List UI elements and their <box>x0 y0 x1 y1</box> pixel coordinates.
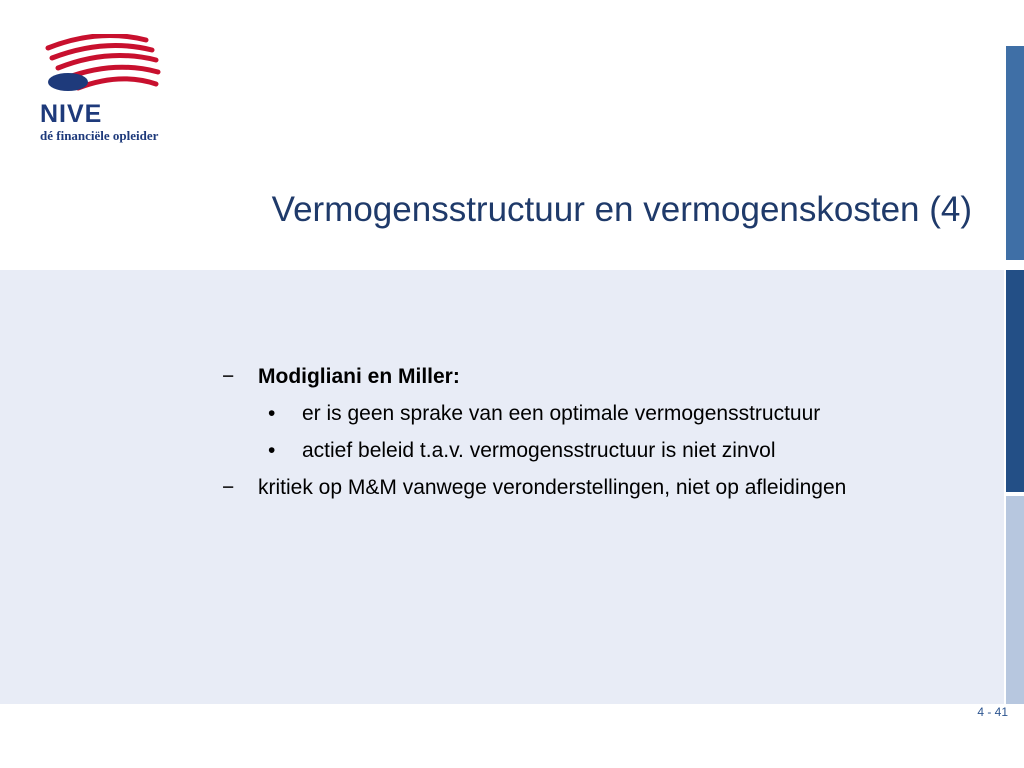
sub-bullet-text: actief beleid t.a.v. vermogensstructuur is niet zinvol <box>302 439 776 462</box>
dot-marker: • <box>268 402 276 425</box>
bullet-list <box>222 358 992 506</box>
nive-logo <box>38 34 178 144</box>
bullet-text: kritiek op M&M vanwege veronderstellingen, niet op afleidingen <box>258 476 847 499</box>
nive-swoosh-icon <box>38 34 168 100</box>
side-accent-top <box>1006 46 1024 260</box>
side-accent-bottom <box>1006 496 1024 704</box>
bullet-item <box>222 469 992 506</box>
logo-name: NIVE <box>40 100 103 128</box>
dot-marker: • <box>268 439 276 462</box>
sub-bullet-item <box>222 432 992 469</box>
side-accent-bar <box>1006 0 1024 768</box>
logo-tagline: dé financiële opleider <box>40 128 159 143</box>
slide-title: Vermogensstructuur en vermogenskosten (4) <box>271 190 972 229</box>
dash-marker: − <box>222 476 235 499</box>
sub-bullet-text: er is geen sprake van een optimale vermogensstructuur <box>302 402 821 425</box>
page-number: 4 - 41 <box>977 705 1008 719</box>
bullet-text: Modigliani en Miller: <box>258 365 460 388</box>
sub-bullet-item <box>222 395 992 432</box>
bullet-item <box>222 358 992 395</box>
side-accent-middle <box>1006 270 1024 492</box>
dash-marker: − <box>222 365 235 388</box>
